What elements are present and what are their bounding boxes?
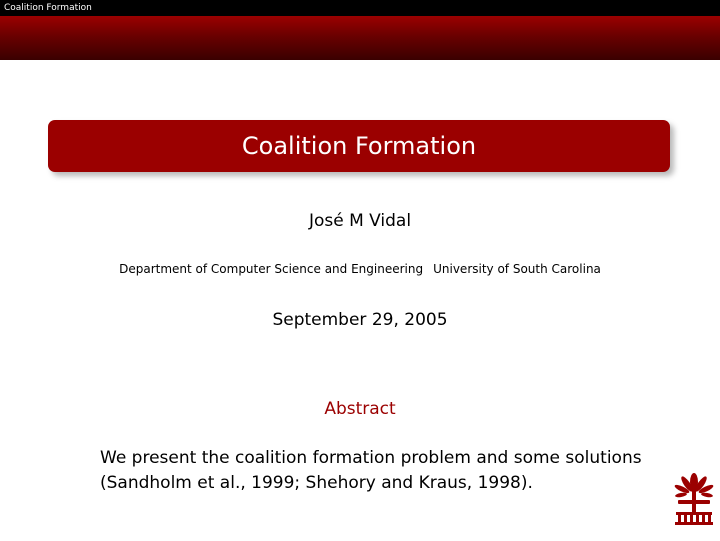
header-gradient-band	[0, 16, 720, 60]
title-box	[48, 120, 670, 172]
abstract-body	[100, 446, 660, 496]
headline-bar	[0, 0, 720, 16]
abstract-line-2: (Sandholm et al., 1999; Shehory and Kraus, 1998).	[100, 473, 533, 493]
palmetto-tree-logo-icon	[672, 470, 716, 526]
headline-short-title: Coalition Formation	[4, 3, 92, 13]
page-title: Coalition Formation	[241, 132, 477, 160]
abstract-heading: Abstract	[324, 399, 396, 419]
presentation-date: September 29, 2005	[272, 310, 448, 330]
author-name: José M Vidal	[308, 211, 412, 231]
department-name: Department of Computer Science and Engineering	[119, 262, 424, 276]
institute-line	[0, 261, 720, 277]
abstract-line-1: We present the coalition formation problem and some solutions	[100, 448, 642, 468]
university-name: University of South Carolina	[433, 262, 601, 276]
